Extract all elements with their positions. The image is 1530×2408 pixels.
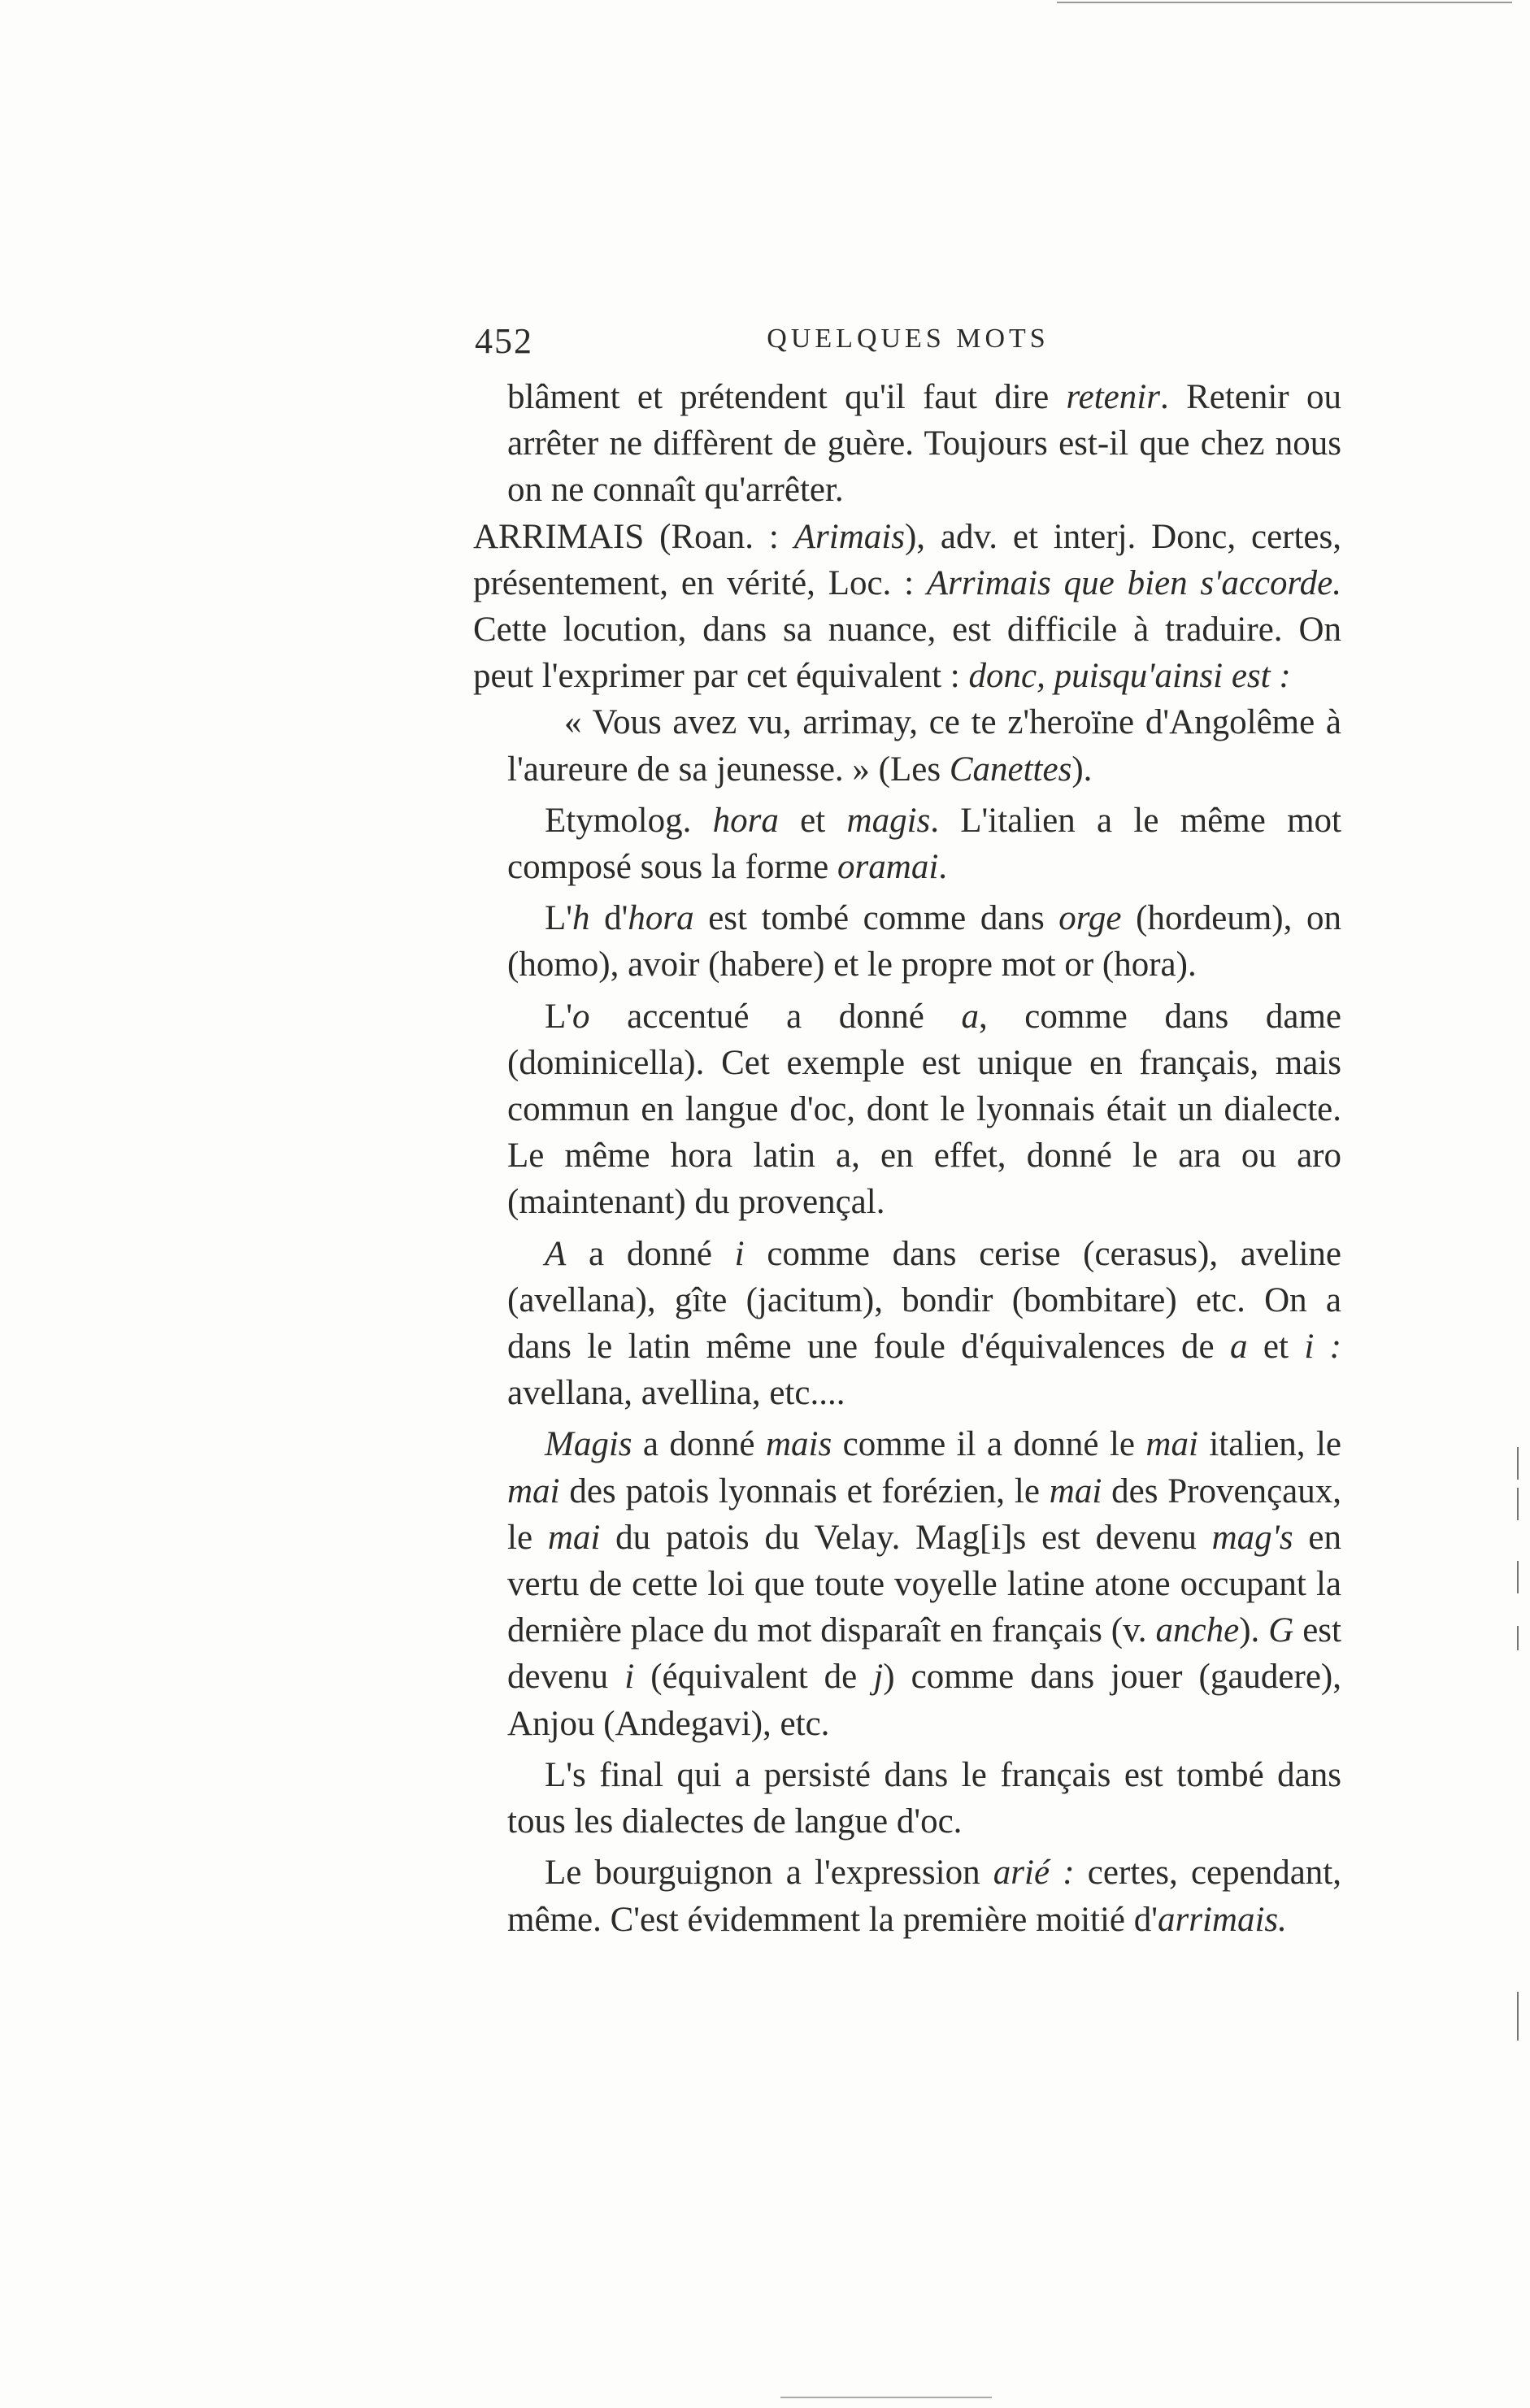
page-header xyxy=(475,320,1341,369)
paragraph-o: L'o accentué a donné a, comme dans dame (dominicella). Cet exemple est unique en français, mais commun en langue d'oc, dont le lyonnais était un dialecte. Le même hora latin a, en effet, donné le ara ou aro (maintenant) du provençal. xyxy=(507,997,1341,1222)
paragraph-final-s: L's final qui a persisté dans le français est tombé dans tous les dialectes de langue d'oc. xyxy=(507,1755,1341,1841)
margin-mark xyxy=(1517,1626,1519,1650)
margin-mark xyxy=(1517,1488,1519,1520)
paragraph-bourguignon: Le bourguignon a l'expression arié : certes, cependant, même. C'est évidemment la première moitié d'arrimais. xyxy=(507,1854,1342,1939)
paragraph-continuation: blâment et prétendent qu'il faut dire retenir. Retenir ou arrêter ne diffèrent de guère. Toujours est-il que chez nous on ne connaît qu'arrêter. xyxy=(507,378,1341,510)
margin-mark xyxy=(1517,1447,1519,1480)
paragraph-magis: Magis a donné mais comme il a donné le mai italien, le mai des patois lyonnais et forézien, le mai des Provençaux, le mai du patois du Velay. Mag[i]s est devenu mag's en vertu de cette loi que toute voyelle latine atone occupant la dernière place du mot disparaît en français (v. anche). G est devenu i (équivalent de j) comme dans jouer (gaudere), Anjou (Andegavi), etc. xyxy=(507,1425,1341,1743)
paragraph-h: L'h d'hora est tombé comme dans orge (hordeum), on (homo), avoir (habere) et le propre mot or (hora). xyxy=(507,899,1341,984)
bottom-rule xyxy=(780,2397,992,2398)
margin-mark xyxy=(1517,1561,1519,1593)
dictionary-entry-arrimais: ARRIMAIS (Roan. : Arimais), adv. et interj. Donc, certes, présentement, en vérité, Loc. : Arrimais que bien s'accorde. Cette locution, dans sa nuance, est difficile à traduire. On peut l'exprimer par cet équivalent : donc, puisqu'ainsi est : xyxy=(473,517,1341,696)
quotation-paragraph: « Vous avez vu, arrimay, ce te z'heroïne d'Angolême à l'aureure de sa jeunesse. » (Les Canettes). xyxy=(507,703,1341,789)
paragraph-a: A a donné i comme dans cerise (cerasus), aveline (avellana), gîte (jacitum), bondir (bombitare) etc. On a dans le latin même une foule d'équivalences de a et i : avellana, avellina, etc.... xyxy=(507,1234,1341,1413)
margin-mark xyxy=(1517,1992,1519,2041)
top-rule xyxy=(1057,2,1512,3)
etymology-paragraph: Etymolog. hora et magis. L'italien a le même mot composé sous la forme oramai. xyxy=(507,801,1341,887)
page-body xyxy=(473,374,1342,1943)
page-number: 452 xyxy=(475,321,533,361)
running-title: QUELQUES MOTS xyxy=(767,324,1050,354)
